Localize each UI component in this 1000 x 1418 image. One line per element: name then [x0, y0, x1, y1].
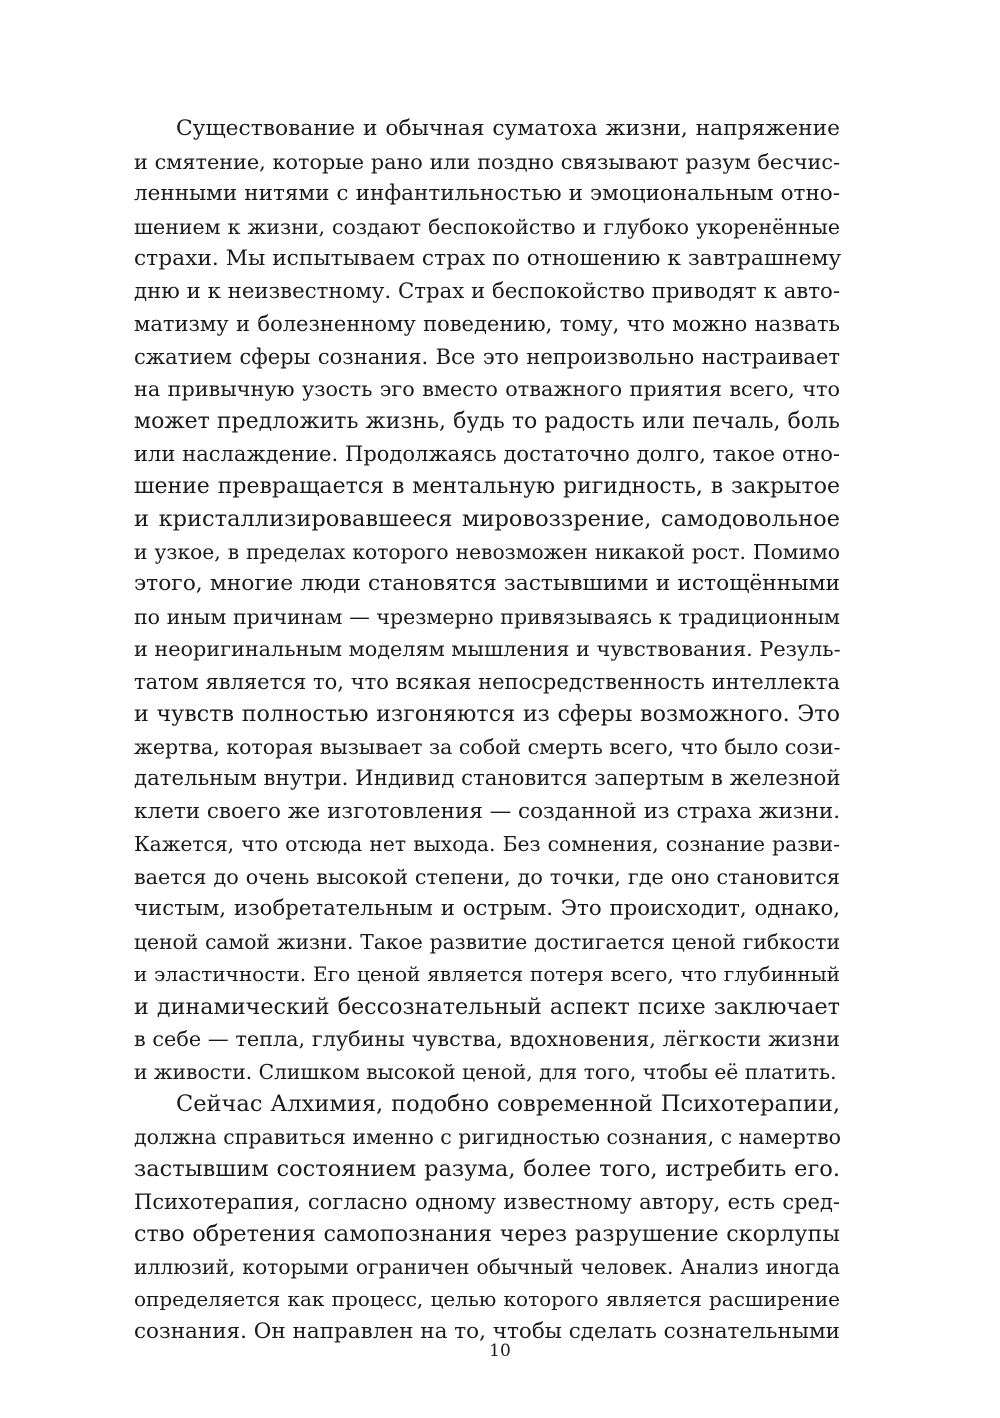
text-line: и динамический бессознательный аспект психе заключает [134, 993, 840, 1020]
text-line: матизму и болезненному поведению, тому, что можно назвать [134, 312, 840, 336]
text-line: может предложить жизнь, будь то радость или печаль, боль [134, 408, 840, 434]
text-line: и чувств полностью изгоняются из сферы возможного. Это [134, 701, 840, 727]
text-line: Сейчас Алхимия, подобно современной Психотерапии, [176, 1091, 840, 1117]
text-line: клети своего же изготовления — созданной из страха жизни. [134, 798, 841, 824]
text-line: чистым, изобретательным и острым. Это происходит, однако, [134, 896, 840, 921]
text-line: дательным внутри. Индивид становится запертым в железной [134, 766, 841, 791]
text-line: и смятение, которые рано или поздно связывают разум бесчис- [134, 149, 840, 174]
text-line: определяется как процесс, целью которого является расширение [134, 1287, 840, 1311]
text-line: ство обретения самопознания через разрушение скорлупы [134, 1221, 840, 1247]
text-line: и эластичности. Его ценой является потеря всего, что глубинный [134, 962, 840, 986]
text-line: жертва, которая вызывает за собой смерть всего, что было сози- [134, 734, 841, 759]
text-line: застывшим состоянием разума, более того, истребить его. [134, 1156, 840, 1182]
text-line: Психотерапия, согласно одному известному автору, есть сред- [134, 1189, 840, 1214]
paragraph-1 [134, 113, 840, 1088]
text-line: ленными нитями с инфантильностью и эмоциональным отно- [134, 181, 840, 206]
text-line: и неоригинальным моделям мышления и чувствования. Резуль- [134, 637, 841, 661]
text-line: шение превращается в ментальную ригидность, в закрытое [134, 473, 840, 499]
text-line: татом является то, что всякая непосредственность интеллекта [134, 669, 840, 694]
text-line: иллюзий, которыми ограничен обычный человек. Анализ иногда [134, 1254, 840, 1279]
text-line: страхи. Мы испытываем страх по отношению к завтрашнему [134, 246, 842, 271]
text-line: или наслаждение. Продолжаясь достаточно долго, такое отно- [134, 442, 840, 466]
text-line: на привычную узость эго вместо отважного приятия всего, что [134, 377, 840, 401]
text-line: дню и к неизвестному. Страх и беспокойство приводят к авто- [134, 278, 840, 304]
text-line: в себе — тепла, глубины чувства, вдохновения, лёгкости жизни [134, 1027, 840, 1051]
text-line: Кажется, что отсюда нет выхода. Без сомнения, сознание разви- [134, 832, 840, 856]
text-line: вается до очень высокой степени, до точки, где оно становится [134, 864, 840, 889]
text-line: и узкое, в пределах которого невозможен никакой рост. Помимо [134, 539, 840, 564]
text-line: должна справиться именно с ригидностью сознания, с намертво [134, 1124, 841, 1149]
text-line: этого, многие люди становятся застывшими и истощёнными [134, 571, 840, 596]
text-line: сознания. Он направлен на то, чтобы сделать сознательными [134, 1318, 840, 1344]
text-line: ценой самой жизни. Такое развитие достигается ценой гибкости [134, 929, 840, 954]
body-text [134, 113, 840, 1348]
text-line: сжатием сферы сознания. Все это непроизвольно настраивает [134, 344, 840, 369]
paragraph-2 [134, 1088, 840, 1348]
page-number: 10 [489, 1341, 511, 1361]
text-line: Существование и обычная суматоха жизни, напряжение [176, 116, 840, 141]
text-line: и кристаллизировавшееся мировоззрение, самодовольное [134, 506, 840, 532]
text-line: шением к жизни, создают беспокойство и глубоко укоренённые [134, 214, 840, 239]
text-line: и живости. Слишком высокой ценой, для того, чтобы её платить. [134, 1059, 837, 1084]
text-line: по иным причинам — чрезмерно привязываясь к традиционным [134, 604, 840, 629]
